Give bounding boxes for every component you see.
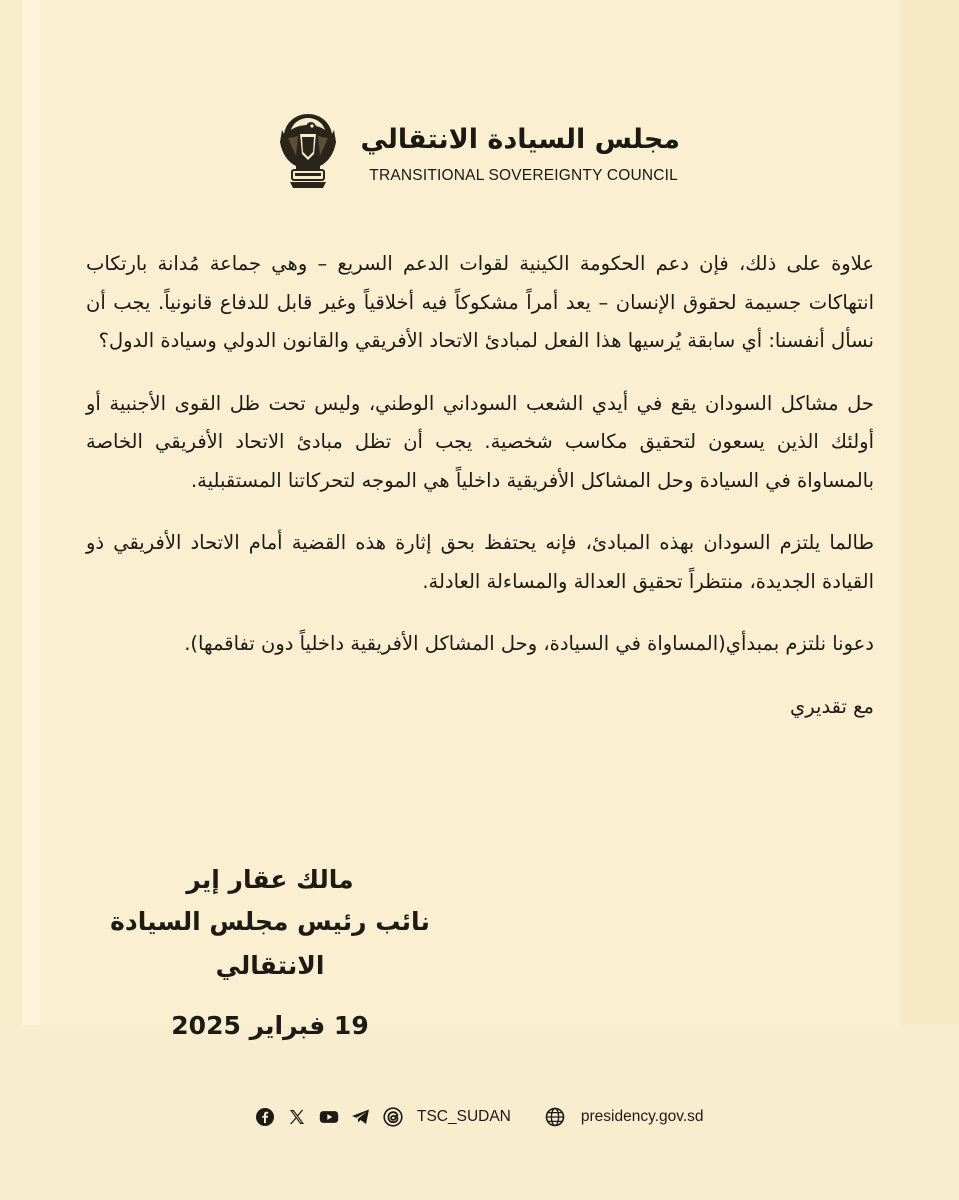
paragraph-1: علاوة على ذلك، فإن دعم الحكومة الكينية لقوات الدعم السريع – وهي جماعة مُدانة بارتكاب انتهاكات جسيمة لحقوق الإنسان – يعد أمراً مشكوكاً فيه أخلاقياً وغير قابل للدفاع قانونياً. يجب أن نسأل أنفسنا: أي سابقة يُرسيها هذا الفعل لمبادئ الاتحاد الأفريقي والقانون الدولي وسيادة الدول؟: [86, 252, 874, 352]
youtube-icon[interactable]: [319, 1107, 339, 1127]
telegram-icon[interactable]: [351, 1107, 371, 1127]
paragraph-2: حل مشاكل السودان يقع في أيدي الشعب السوداني الوطني، وليس تحت ظل القوى الأجنبية أو أولئك الذين يسعون لتحقيق مكاسب شخصية. يجب أن تظل مبادئ الاتحاد الأفريقي الخاصة بالمساواة في السيادة وحل المشاكل الأفريقية داخلياً هي الموجه لتحركاتنا المستقبلية.: [86, 391, 874, 492]
globe-icon: [545, 1107, 565, 1127]
signatory-name: مالك عقار إير: [186, 865, 354, 894]
signature-block: [60, 860, 480, 1048]
letterhead: [278, 108, 698, 192]
council-title-english: TRANSITIONAL SOVEREIGNTY COUNCIL: [369, 167, 678, 184]
closing-line: مع تقديري: [790, 694, 874, 718]
social-handle[interactable]: TSC_SUDAN: [417, 1108, 511, 1125]
signatory-title: نائب رئيس مجلس السيادة الانتقالي: [110, 907, 430, 980]
paragraph-3: طالما يلتزم السودان بهذه المبادئ، فإنه يحتفظ بحق إثارة هذه القضية أمام الاتحاد الأفريقي ذو القيادة الجديدة، منتظراً تحقيق العدالة والمساءلة العادلة.: [86, 531, 874, 593]
letter-body: [86, 245, 874, 750]
sudan-emblem-icon: [278, 108, 338, 190]
website-link[interactable]: presidency.gov.sd: [580, 1108, 704, 1125]
x-icon[interactable]: [287, 1107, 307, 1127]
footer: [255, 1103, 704, 1131]
letter-date: 19 فبراير 2025: [171, 1011, 369, 1040]
facebook-icon[interactable]: [255, 1107, 275, 1127]
council-title-arabic: مجلس السيادة الانتقالي: [360, 124, 680, 155]
threads-icon[interactable]: [383, 1107, 403, 1127]
paragraph-4: دعونا نلتزم بمبدأي(المساواة في السيادة، وحل المشاكل الأفريقية داخلياً دون تفاقمها).: [184, 632, 874, 655]
